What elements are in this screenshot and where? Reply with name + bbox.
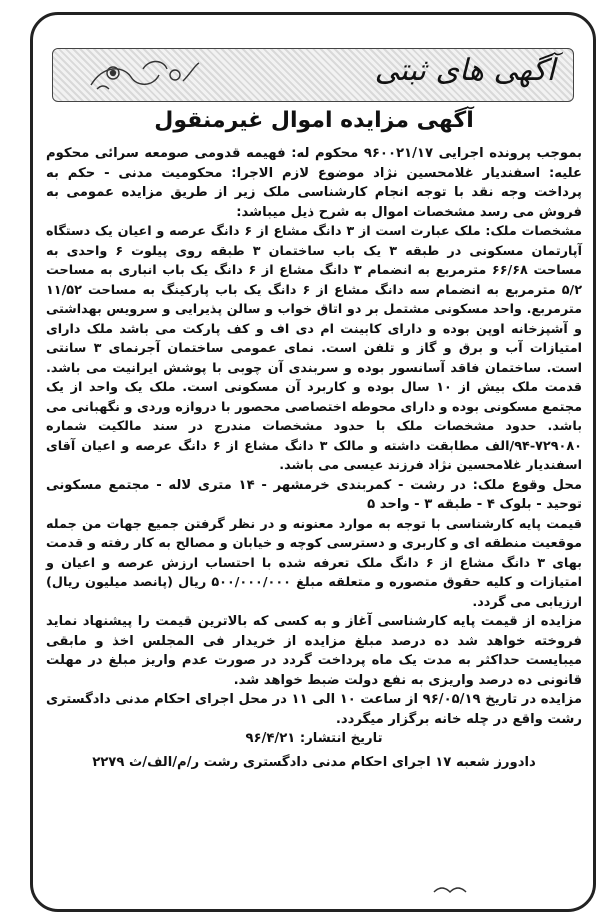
notice-paragraph-price: قیمت پایه کارشناسی با توجه به موارد معنونه و در نظر گرفتن جمیع جهات من جمله موقعیت منطقه ای و کاربری و دسترسی کوچه و خیابان و مصالح به کار رفته و قدمت بهای ۳ دانگ مشاع از ۶ دانگ ملک تعرفه شده با احتساب ارزش عرصه و اعیان و امتیازات و کلیه حقوق متصوره و متعلقه مبلغ ۵۰۰/۰۰۰/۰۰۰ ریال (پانصد میلیون ریال) ارزیابی می گردد.	[46, 516, 582, 610]
publish-date: تاریخ انتشار: ۹۶/۴/۲۱	[245, 731, 383, 746]
notice-paragraph-location: محل وقوع ملک: در رشت - کمربندی خرمشهر - ۱۴ متری لاله - مجتمع مسکونی توحید - بلوک ۴ - طبقه ۳ - واحد ۵	[46, 477, 582, 512]
notice-body	[46, 106, 582, 775]
notice-title: آگهی مزایده اموال غیرمنقول	[154, 108, 474, 133]
next-heading-fragment-icon	[430, 884, 470, 895]
floral-ornament-icon	[83, 55, 203, 95]
notice-paragraph-terms: مزایده از قیمت پایه کارشناسی آغاز و به کسی که بالاترین قیمت را پیشنهاد نماید فروخته خواهد شد ده درصد مبلغ مزایده از خریدار فی المجلس اخذ و مابقی میبایست حداکثر به مدت یک ماه پرداخت گردد در صورت عدم واریز مبلغ در مهلت قانونی ده درصد واریزی به نفع دولت ضبط خواهد شد.	[46, 614, 582, 688]
banner-title: آگهی های ثبتی	[374, 53, 555, 88]
notice-paragraph-case: بموجب پرونده اجرایی ۹۶۰۰۲۱/۱۷ محکوم له: فهیمه قدومی صومعه سرائی محکوم علیه: اسفندیار غلامحسین نژاد موضوع لازم الاجرا: محکومیت مدنی - حکم به پرداخت وجه نقد با توجه انجام کارشناسی ملک زیر از طریق مزایده عمومی به فروش می رسد مشخصات اموال به شرح ذیل میباشد:	[46, 146, 582, 220]
issuer-signature: دادورز شعبه ۱۷ اجرای احکام مدنی دادگستری رشت ر/م/الف/ث ۲۲۷۹	[92, 755, 536, 770]
section-banner	[52, 48, 574, 102]
notice-paragraph-specs: مشخصات ملک: ملک عبارت است از ۳ دانگ مشاع از ۶ دانگ عرصه و اعیان یک دستگاه آپارتمان مسکونی در طبقه ۳ یک باب ساختمان ۳ طبقه روی پیلوت ۶ واحدی به مساحت ۶۶/۶۸ مترمربع به انضمام ۳ دانگ مشاع از ۶ دانگ یک باب انباری به مساحت ۵/۲ مترمربع به انضمام سه دانگ مشاع از ۶ دانگ یک باب پارکینگ به مساحت ۱۱/۵۲ مترمربع. واحد مسکونی مشتمل بر دو اتاق خواب و سالن پذیرایی و سرویس بهداشتی و آشپزخانه اوپن بوده و دارای کابینت ام دی اف و کف پارکت می باشد ملک دارای امتیازات آب و برق و گاز و تلفن است. نمای عمومی ساختمان آجرنمای ۳ سانتی است. ساختمان فاقد آسانسور بوده و سربندی آن چوبی با پوشش ایرانیت می باشد. قدمت ملک بیش از ۱۰ سال بوده و کاربرد آن مسکونی است. ملک یک واحد از یک مجتمع مسکونی بوده و دارای محوطه اختصاصی محصور با دروازه وردی و نگهبانی می باشد. حدود مشخصات ملک با حدود مشخصات مندرج در سند مالکیت شماره ۷۲۹۰۸۰-۹۴/الف مطابقت داشته و مالک ۳ دانگ مشاع از ۶ دانگ عرصه و اعیان آقای اسفندیار غلامحسین نژاد فرزند عیسی می باشد.	[46, 224, 583, 473]
notice-paragraph-schedule: مزایده در تاریخ ۹۶/۰۵/۱۹ از ساعت ۱۰ الی ۱۱ در محل اجرای احکام مدنی دادگستری رشت واقع در چله خانه برگزار میگردد.	[46, 692, 583, 727]
